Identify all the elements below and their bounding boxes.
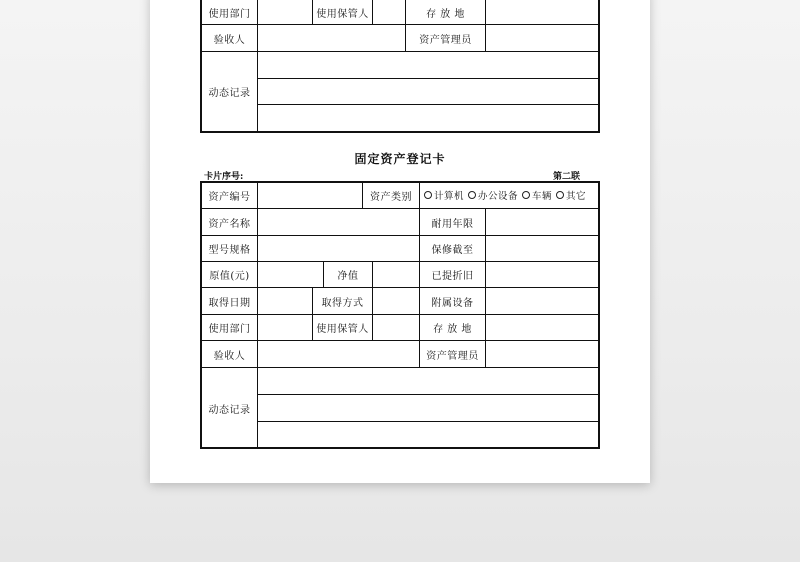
top-dynamic-label: 动态记录 [208,88,251,99]
dept-label: 使用部门 [208,324,251,335]
top-location-label: 存 放 地 [426,8,465,20]
option-vehicle: 车辆 [532,191,553,202]
category-label: 资产类别 [370,191,412,203]
net-value-field[interactable] [373,262,419,287]
asset-name-field[interactable] [258,209,419,235]
model-field[interactable] [258,236,419,261]
top-manager-label: 资产管理员 [419,34,472,46]
acquire-date-label: 取得日期 [208,297,251,309]
category-options[interactable] [420,182,599,208]
acceptor-field[interactable] [258,341,419,367]
accessories-field[interactable] [486,288,599,314]
option-other: 其它 [566,191,587,202]
top-keeper-label: 使用保管人 [316,8,369,20]
copy-label: 第二联 [553,172,581,182]
acquire-method-field[interactable] [373,288,419,314]
keeper-field[interactable] [373,315,419,340]
location-field[interactable] [486,315,599,340]
manager-field[interactable] [486,341,599,367]
service-life-field[interactable] [486,209,599,235]
location-label: 存 放 地 [433,324,472,335]
radio-icon[interactable] [556,191,564,199]
top-dept-label: 使用部门 [208,8,251,20]
original-value-field[interactable] [258,262,323,287]
warranty-field[interactable] [486,236,599,261]
warranty-label: 保修截至 [431,245,474,256]
accessories-label: 附属设备 [431,297,474,309]
depreciation-label: 已提折旧 [431,271,474,282]
top-acceptor-label: 验收人 [213,34,246,46]
acquire-method-label: 取得方式 [321,297,364,309]
serial-number-label: 卡片序号: [204,172,244,182]
dynamic-record-line[interactable] [258,368,599,394]
acceptor-label: 验收人 [213,350,246,362]
keeper-label: 使用保管人 [316,324,369,335]
radio-icon[interactable] [424,191,432,199]
net-value-label: 净值 [337,271,359,282]
asset-no-field[interactable] [258,182,362,208]
radio-icon[interactable] [468,191,476,199]
option-office-equipment: 办公设备 [478,191,519,202]
asset-no-label: 资产编号 [208,191,251,203]
dynamic-record-label: 动态记录 [208,404,251,416]
top-card-frame [200,0,600,133]
acquire-date-field[interactable] [258,288,312,314]
card-title: 固定资产登记卡 [354,152,446,166]
radio-icon[interactable] [522,191,530,199]
option-computer: 计算机 [434,191,465,202]
original-value-label: 原值(元) [209,271,250,282]
manager-label: 资产管理员 [426,350,479,362]
model-label: 型号规格 [208,245,251,256]
service-life-label: 耐用年限 [431,218,474,230]
dept-field[interactable] [258,315,312,340]
asset-name-label: 资产名称 [208,218,251,230]
depreciation-field[interactable] [486,262,599,287]
dynamic-record-line[interactable] [258,395,599,421]
dynamic-record-line[interactable] [258,422,599,448]
